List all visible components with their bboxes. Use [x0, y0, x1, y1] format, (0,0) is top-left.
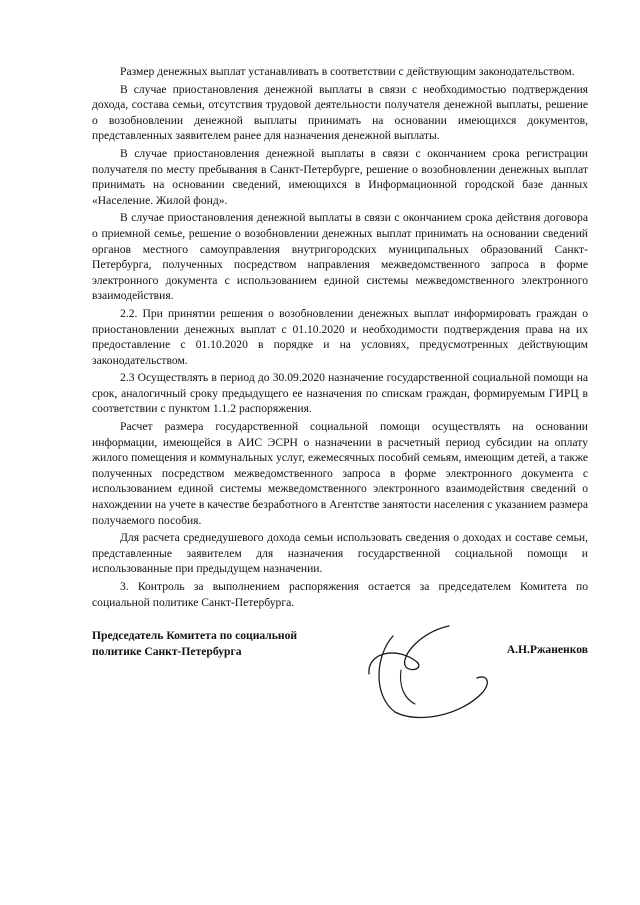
- paragraph-foster-contract: В случае приостановления денежной выплаты в связи с окончанием срока действия договора о приемной семье, решение о возобновлении денежных выплат принимать на основании сведений органов местного самоуправления внутригородских муниципальных образований Санкт-Петербурга, полученных посредством направления межведомственного запроса в форме электронного документа с использованием единой системы межведомственного электронного взаимодействия.: [92, 211, 588, 303]
- handwritten-signature: [357, 622, 497, 722]
- document-body: [92, 64, 588, 610]
- paragraph-registration-expiry: В случае приостановления денежной выплаты в связи с окончанием срока регистрации получателя по месту пребывания в Санкт-Петербурге, решение о возобновлении денежных выплат принимать на основании сведений, имеющихся в Информационной городской базе данных «Население. Жилой фонд».: [92, 146, 588, 207]
- paragraph-2-3: 2.3 Осуществлять в период до 30.09.2020 назначение государственной социальной помощи на срок, аналогичный сроку предыдущего ее назначения по спискам граждан, формируемым ГИРЦ в соответствии с пунктом 1.1.2 распоряжения.: [92, 371, 588, 416]
- paragraph-2-2: 2.2. При принятии решения о возобновлении денежных выплат информировать граждан о приостановлении денежных выплат с 01.10.2020 и необходимости подтверждения права на их предоставление с 01.10.2020 в порядке и на условиях, предусмотренных действующим законодательством.: [92, 306, 588, 367]
- paragraph-assistance-calculation: Расчет размера государственной социальной помощи осуществлять на основании информации, имеющейся в АИС ЭСРН о назначении в расчетный период субсидии на оплату жилого помещения и коммунальных услуг, ежемесячных пособий семьям, имеющим детей, а также полученных посредством межведомственного запроса в форме электронного документа с использованием единой системы межведомственного электронного взаимодействия сведений о нахождении на учете в качестве безработного в Агентстве занятости населения с указанием размера получаемого пособия.: [92, 420, 588, 527]
- paragraph-average-income: Для расчета среднедушевого дохода семьи использовать сведения о доходах и составе семьи, представленные заявителем для назначения государственной социальной помощи и использованные при предыдущем назначении.: [92, 531, 588, 576]
- signer-name: А.Н.Ржаненков: [506, 643, 588, 656]
- signature-block: [92, 628, 588, 718]
- paragraph-income-confirmation: В случае приостановления денежной выплаты в связи с необходимостью подтверждения дохода, состава семьи, отсутствия трудовой деятельности получателя денежной выплаты, решение о возобновлении денежной выплаты принимать на основании имеющихся документов, представленных заявителем ранее для назначения денежной выплаты.: [92, 82, 588, 143]
- paragraph-payment-amount: Размер денежных выплат устанавливать в соответствии с действующим законодательством.: [120, 65, 575, 78]
- signer-title: Председатель Комитета по социальной политике Санкт-Петербурга: [92, 629, 298, 658]
- paragraph-3-control: 3. Контроль за выполнением распоряжения остается за председателем Комитета по социальной политике Санкт-Петербурга.: [92, 580, 588, 609]
